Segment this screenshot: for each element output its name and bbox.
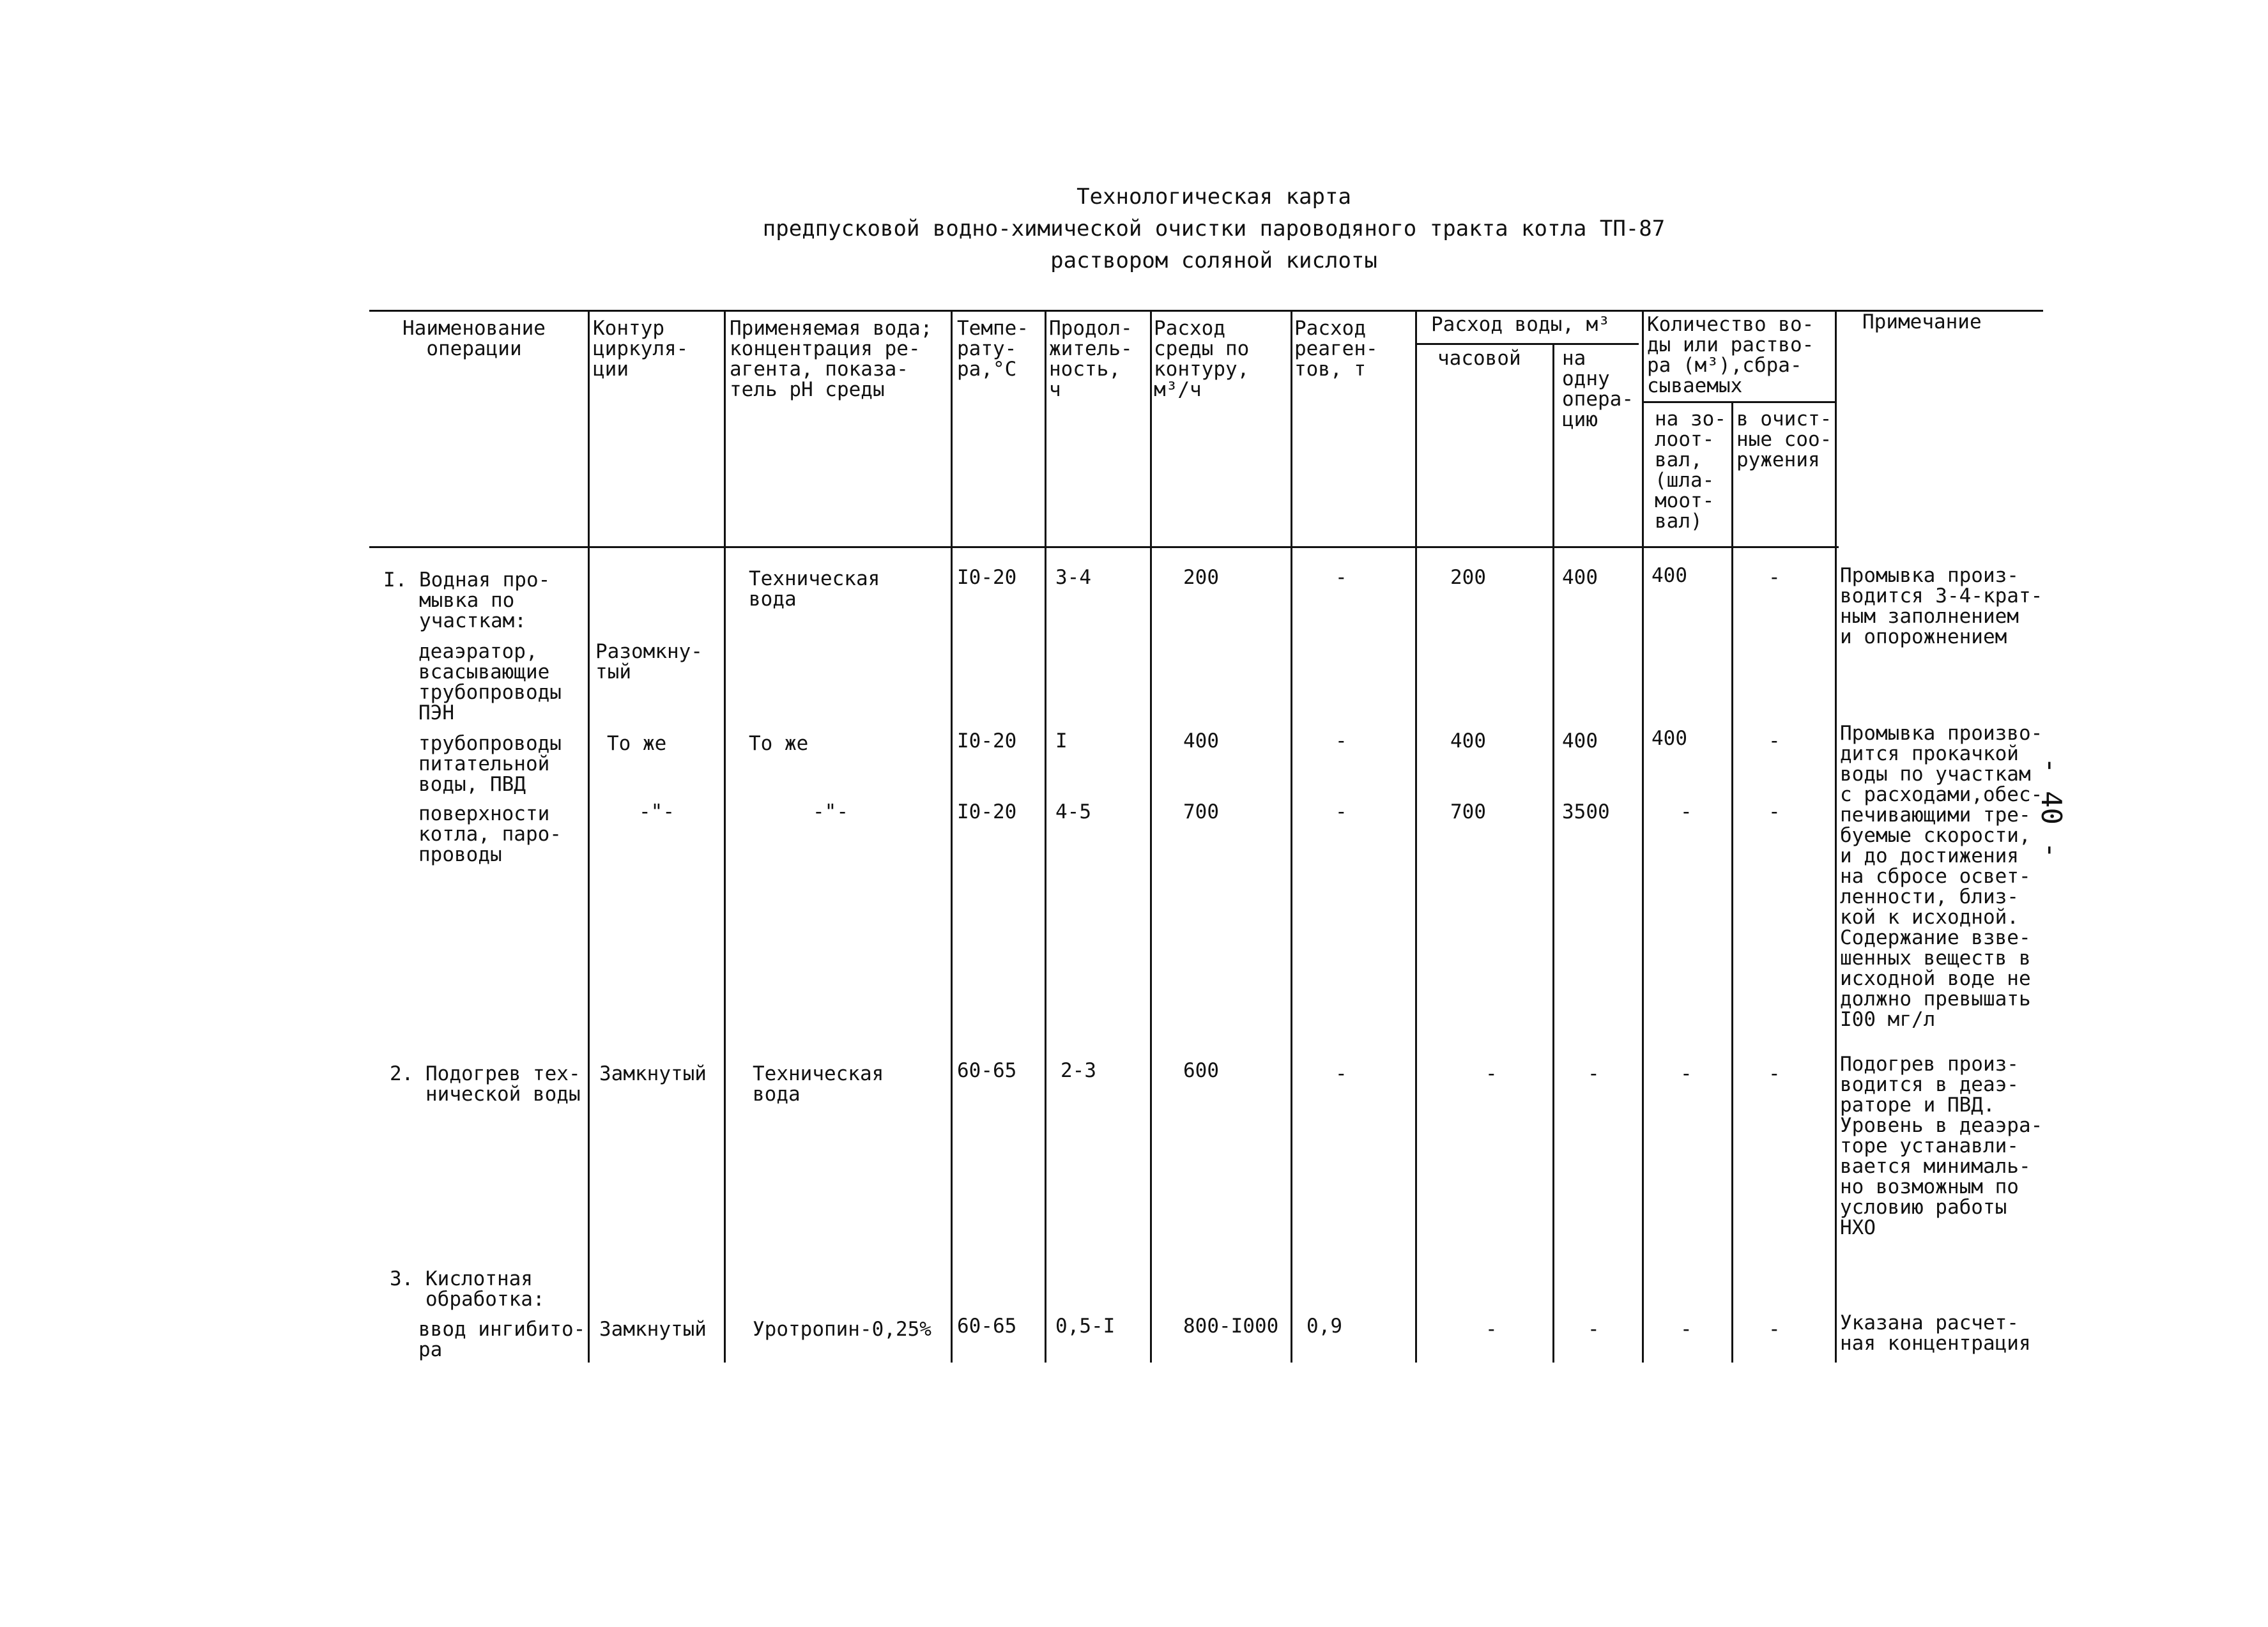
cell-reagent: - [1335, 800, 1347, 823]
cell-hourly: - [1485, 1062, 1498, 1085]
cell-flow: 400 [1183, 729, 1219, 752]
cell-treat: - [1768, 1062, 1781, 1085]
cell-contour: Разомкну- тый [595, 640, 703, 684]
col-divider [1415, 312, 1417, 1363]
cell-ash: 400 [1651, 564, 1687, 587]
cell-water: То же [749, 732, 809, 755]
header-bottom-rule [369, 546, 1839, 548]
cell-water: Техническая вода [749, 567, 880, 611]
document-title-line1: Технологическая карта [1077, 184, 1351, 210]
cell-note: Указана расчет- ная концентрация [1840, 1311, 2031, 1355]
cell-reagent: - [1335, 729, 1347, 752]
col-divider [1731, 402, 1733, 1363]
cell-contour: Замкнутый [599, 1318, 707, 1341]
col-divider [1045, 312, 1046, 1363]
cell-water: -"- [813, 800, 848, 823]
cell-reagent: - [1335, 566, 1347, 589]
cell-temp: I0-20 [957, 729, 1017, 752]
header-per-operation: на одну опера- цию [1562, 347, 1634, 431]
cell-ash: - [1680, 800, 1692, 823]
cell-name: 3. Кислотная обработка: [390, 1267, 545, 1311]
document-title-line2: предпусковой водно-химической очистки пароводяного тракта котла ТП-87 [762, 216, 1666, 241]
cell-note: Промывка произво- дится прокачкой воды по участкам с расходами,обес- печивающими тре- буемые скорости, и до достижения на сбросе освет- ленности, близ- кой к исходной. Содержание взве- шенных веществ в исходной воде не должно превышать I00 мг/л [1840, 722, 2043, 1031]
col-divider [1642, 310, 1644, 1363]
cell-per-op: - [1588, 1062, 1600, 1085]
col-divider [588, 312, 590, 1363]
col-divider [1150, 312, 1152, 1363]
col-divider [1291, 312, 1292, 1363]
cell-flow: 800-I000 [1183, 1315, 1279, 1338]
cell-hourly: 200 [1450, 566, 1486, 589]
cell-name: ввод ингибито- ра [418, 1318, 586, 1361]
cell-temp: 60-65 [957, 1059, 1017, 1082]
cell-per-op: 3500 [1562, 800, 1610, 823]
cell-flow: 600 [1183, 1059, 1219, 1082]
cell-hourly: 400 [1450, 729, 1486, 752]
header-ash-dump: на зо- лоот- вал, (шла- моот- вал) [1655, 408, 1726, 533]
header-note: Примечание [1862, 310, 1982, 333]
cell-treat: - [1768, 1318, 1781, 1341]
header-duration: Продол- житель- ность, ч [1049, 317, 1133, 401]
cell-name: деаэратор, всасывающие трубопроводы ПЭН [418, 640, 562, 724]
cell-treat: - [1768, 800, 1781, 823]
cell-temp: I0-20 [957, 566, 1017, 589]
cell-name: трубопроводы питательной воды, ПВД [418, 732, 562, 796]
quantity-subrule [1642, 401, 1835, 403]
header-water: Применяемая вода; концентрация ре- агента, показа- тель pH среды [730, 317, 933, 401]
cell-ash: 400 [1651, 727, 1687, 750]
cell-contour: То же [607, 732, 667, 755]
cell-name: поверхности котла, паро- проводы [418, 802, 562, 866]
cell-temp: 60-65 [957, 1315, 1017, 1338]
cell-note: Подогрев произ- водится в деаэ- раторе и ПВД. Уровень в деаэра- торе устанавли- вается минималь- но возможным по условию работы НХО [1840, 1053, 2043, 1239]
cell-water: Техническая вода [753, 1062, 884, 1106]
cell-duration: I [1055, 729, 1068, 752]
cell-duration: 4-5 [1055, 800, 1091, 823]
cell-treat: - [1768, 729, 1781, 752]
cell-temp: I0-20 [957, 800, 1017, 823]
page-number: - 40 - [2035, 757, 2067, 859]
cell-flow: 700 [1183, 800, 1219, 823]
cell-treat: - [1768, 566, 1781, 589]
cell-reagent: - [1335, 1062, 1347, 1085]
header-temperature: Темпе- рату- ра,°С [957, 317, 1029, 381]
cell-per-op: 400 [1562, 729, 1598, 752]
cell-duration: 3-4 [1055, 566, 1091, 589]
cell-per-op: - [1588, 1318, 1600, 1341]
header-water-flow: Расход воды, м³ [1431, 313, 1610, 336]
cell-water: Уротропин-0,25% [753, 1318, 931, 1341]
col-divider [724, 312, 726, 1363]
cell-hourly: - [1485, 1318, 1498, 1341]
table-top-rule [369, 310, 2043, 312]
water-flow-subrule [1415, 343, 1639, 345]
col-divider [951, 312, 953, 1363]
cell-contour: Замкнутый [599, 1062, 707, 1085]
header-hourly: часовой [1437, 347, 1521, 370]
cell-per-op: 400 [1562, 566, 1598, 589]
cell-duration: 2-3 [1061, 1059, 1096, 1082]
cell-duration: 0,5-I [1055, 1315, 1115, 1338]
cell-ash: - [1680, 1062, 1692, 1085]
header-treatment: в очист- ные соо- ружения [1736, 408, 1832, 471]
cell-name: I. Водная про- мывка по участкам: [383, 569, 551, 632]
header-contour: Контур циркуля- ции [593, 317, 689, 381]
cell-note: Промывка произ- водится 3-4-крат- ным заполнением и опорожнением [1840, 564, 2043, 648]
cell-contour: -"- [639, 800, 675, 823]
header-quantity: Количество во- ды или раство- ра (м³),сбра- сываемых [1647, 313, 1814, 397]
document-title-line3: раствором соляной кислоты [1050, 248, 1377, 273]
cell-flow: 200 [1183, 566, 1219, 589]
col-divider [1552, 345, 1554, 1363]
col-divider [1835, 310, 1837, 1363]
cell-ash: - [1680, 1318, 1692, 1341]
cell-hourly: 700 [1450, 800, 1486, 823]
header-operation-name: Наименование операции [402, 317, 546, 360]
cell-name: 2. Подогрев тех- нической воды [390, 1062, 581, 1106]
cell-reagent: 0,9 [1306, 1315, 1342, 1338]
header-reagent: Расход реаген- тов, т [1294, 317, 1378, 381]
header-flow: Расход среды по контуру, м³/ч [1154, 317, 1250, 401]
